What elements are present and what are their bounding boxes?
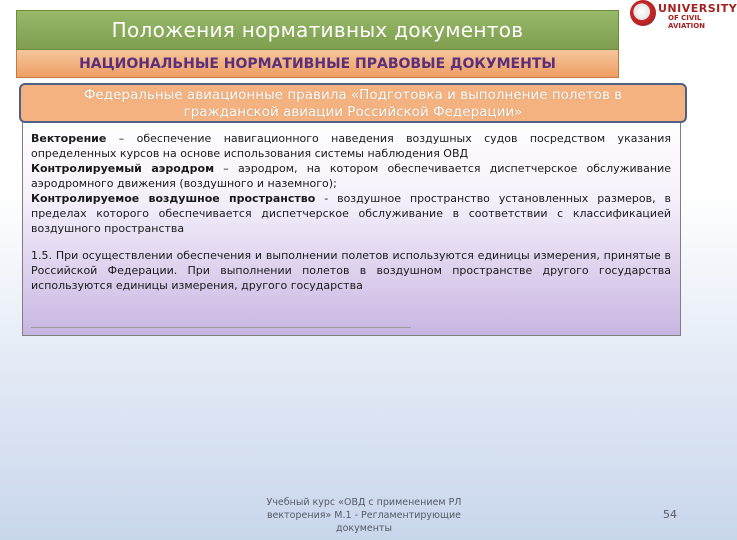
slide-title: Положения нормативных документов	[16, 10, 619, 50]
footer-course: Учебный курс «ОВД с применением РЛ векторения» М.1 - Регламентирующие документы	[266, 497, 462, 534]
definitions-text	[31, 131, 671, 293]
definition-term: Векторение	[31, 132, 107, 145]
definition-controlled-aerodrome	[31, 161, 671, 191]
divider	[31, 327, 411, 328]
slide-subtitle: НАЦИОНАЛЬНЫЕ НОРМАТИВНЫЕ ПРАВОВЫЕ ДОКУМЕНТЫ	[16, 50, 619, 78]
definition-term: Контролируемое воздушное пространство	[31, 192, 316, 205]
logo-emblem-icon	[630, 0, 656, 26]
definition-term: Контролируемый аэродром	[31, 162, 215, 175]
university-logo	[630, 0, 737, 34]
paragraph-units: 1.5. При осуществлении обеспечения и выполнении полетов используются единицы измерения, принятые в Российской Федерации. При выполнении полетов в воздушном пространстве другого государства используются единицы измерения, другого государства	[31, 249, 671, 292]
definition-controlled-airspace	[31, 191, 671, 236]
logo-subtitle: OF CIVIL AVIATION	[668, 14, 706, 30]
definition-text: – обеспечение навигационного наведения воздушных судов посредством указания определенных курсов на основе использования системы наблюдения ОВД	[31, 132, 671, 160]
content-panel	[22, 120, 681, 336]
definition-text: – аэродром, на котором обеспечивается диспетчерское обслуживание аэродромного движения (воздушного и наземного);	[31, 162, 671, 190]
fap-title-line: Федеральные авиационные правила «Подготовка и выполнение полетов в	[83, 87, 623, 103]
fap-title-box	[19, 83, 687, 123]
logo-name: UNIVERSITY	[658, 2, 737, 15]
definition-text: - воздушное пространство установленных размеров, в пределах которого обеспечивается диспетчерское обслуживание в соответствии с классификацией воздушного пространства	[31, 192, 671, 235]
page-number: 54	[663, 508, 677, 521]
definition-vectoring	[31, 131, 671, 161]
fap-title-line: гражданской авиации Российской Федерации»	[183, 104, 523, 120]
